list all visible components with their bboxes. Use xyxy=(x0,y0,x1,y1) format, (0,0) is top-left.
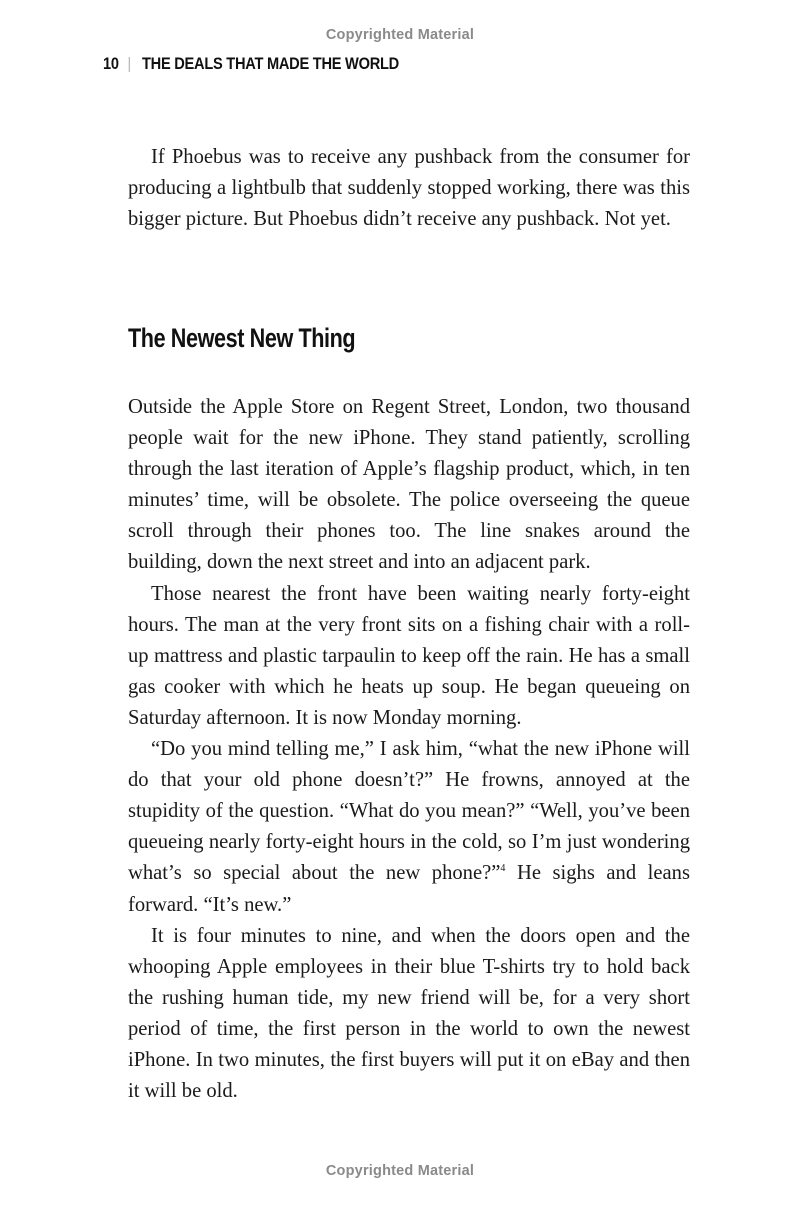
dialogue-text-continued: He sighs and leans forward. “It’s new.” xyxy=(128,862,690,916)
section-body xyxy=(128,392,690,1107)
dialogue-paragraph xyxy=(128,734,690,921)
closing-paragraph: It is four minutes to nine, and when the doors open and the whooping Apple employees in their blue T-shirts try to hold back the rushing human tide, my new friend will be, for a very short period of time, the first person in the world to own the newest iPhone. In two minutes, the first buyers will put it on eBay and then it will be old. xyxy=(128,924,690,1103)
endnote-marker[interactable]: 4 xyxy=(500,863,506,875)
running-head xyxy=(103,54,399,74)
intro-paragraph: If Phoebus was to receive any pushback from the consumer for producing a lightbulb that suddenly stopped working, there was this bigger picture. But Phoebus didn’t receive any pushback. Not yet. xyxy=(128,146,690,231)
page-number: 10 xyxy=(103,54,119,73)
intro-text-block xyxy=(128,142,690,235)
copyright-watermark-bottom: Copyrighted Material xyxy=(325,1163,475,1179)
book-title: THE DEALS THAT MADE THE WORLD xyxy=(141,54,399,73)
section-heading: The Newest New Thing xyxy=(128,323,356,353)
running-head-divider xyxy=(129,57,130,72)
dialogue-text: “Do you mind telling me,” I ask him, “what the new iPhone will do that your old phone doesn’t?” He frowns, annoyed at the stupidity of the question. “What do you mean?” “Well, you’ve been queueing nearly forty-eight hours in the cold, so I’m just wondering what’s so special about the new phone?” xyxy=(128,738,690,885)
section-paragraph-2: Those nearest the front have been waiting nearly forty-eight hours. The man at the very front sits on a fishing chair with a roll-up mattress and plastic tarpaulin to keep off the rain. He has a small gas cooker with which he heats up soup. He began queueing on Saturday afternoon. It is now Monday morning. xyxy=(128,582,690,729)
copyright-watermark-top: Copyrighted Material xyxy=(325,27,475,43)
section-paragraph-1: Outside the Apple Store on Regent Street, London, two thousand people wait for the new iPhone. They stand patiently, scrolling through the last iteration of Apple’s flagship product, which, in ten minutes’ time, will be obsolete. The police overseeing the queue scroll through their phones too. The line snakes around the building, down the next street and into an adjacent park. xyxy=(128,396,690,574)
